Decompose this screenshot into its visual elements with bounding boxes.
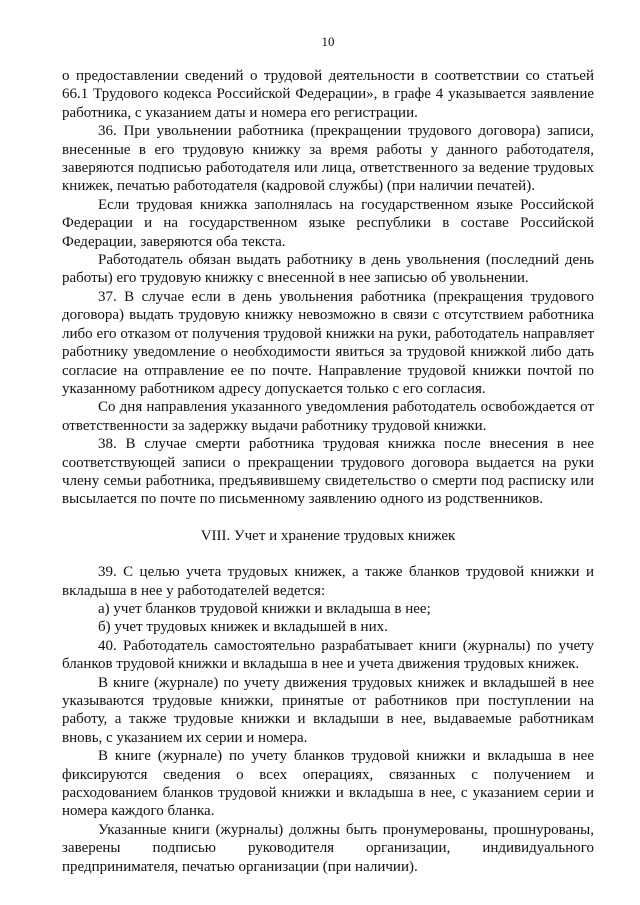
paragraph-blanks-journal: В книге (журнале) по учету бланков трудовой книжки и вкладыша в нее фиксируются сведения о всех операциях, связанных с получением и расходованием бланков трудовой книжки и вкладыша в нее, с указанием серии и номера каждого бланка. xyxy=(62,748,594,820)
paragraph-item-36: 36. При увольнении работника (прекращении трудового договора) записи, внесенные в его трудовую книжку за время работы у данного работодателя, заверяются подписью работодателя или лица, ответственного за ведение трудовых книжек, печатью работодателя (кадровой службы) (при наличии печатей). xyxy=(62,123,594,195)
paragraph-journal-requirements: Указанные книги (журналы) должны быть пронумерованы, прошнурованы, заверены подписью руководителя организации, индивидуального предпринимателя, печатью организации (при наличии). xyxy=(62,821,594,875)
section-heading: VIII. Учет и хранение трудовых книжек xyxy=(200,527,456,544)
paragraph-item-37: 37. В случае если в день увольнения работника (прекращения трудового договора) выдать трудовую книжку невозможно в связи с отсутствием работника либо его отказом от получения трудовой книжки на руки, работодатель направляет работнику уведомление о необходимости явиться за трудовой книжкой либо дать согласие на отправление ее по почте. Направление трудовой книжки почтой по указанному работником адресу допускается только с его согласия. xyxy=(62,288,594,397)
paragraph-item-39: 39. С целью учета трудовых книжек, а также бланков трудовой книжки и вкладыша в нее у работодателей ведется: xyxy=(62,564,594,599)
paragraph-notice-release: Со дня направления указанного уведомления работодатель освобождается от ответственности за задержку выдачи работнику трудовой книжки. xyxy=(62,399,594,434)
paragraph-item-38: 38. В случае смерти работника трудовая книжка после внесения в нее соответствующей записи о прекращении трудового договора выдается на руки члену семьи работника, предъявившему свидетельство о смерти под расписку или высылается по почте по письменному заявлению одного из родственников. xyxy=(62,436,594,508)
paragraph-languages: Если трудовая книжка заполнялась на государственном языке Российской Федерации и на государственном языке республики в составе Российской Федерации, заверяются оба текста. xyxy=(62,196,594,250)
list-item-b: б) учет трудовых книжек и вкладышей в них. xyxy=(98,619,388,636)
paragraph-continuation: о предоставлении сведений о трудовой деятельности в соответствии со статьей 66.1 Трудового кодекса Российской Федерации», в графе 4 указывается заявление работника, с указанием даты и номера его регистрации. xyxy=(62,68,594,121)
paragraph-item-40: 40. Работодатель самостоятельно разрабатывает книги (журналы) по учету бланков трудовой книжки и вкладыша в нее и учета движения трудовых книжек. xyxy=(62,637,594,673)
paragraph-issue-on-dismissal: Работодатель обязан выдать работнику в день увольнения (последний день работы) его трудовую книжку с внесенной в нее записью об увольнении. xyxy=(62,252,594,287)
page-number: 10 xyxy=(321,34,335,49)
list-item-a: а) учет бланков трудовой книжки и вкладыша в нее; xyxy=(98,600,431,617)
paragraph-movement-journal: В книге (журнале) по учету движения трудовых книжек и вкладышей в нее указываются трудовые книжки, принятые от работников при поступлении на работу, а также трудовые книжки и вкладыши в нее, выдаваемые работникам вновь, с указанием их серии и номера. xyxy=(62,674,594,746)
